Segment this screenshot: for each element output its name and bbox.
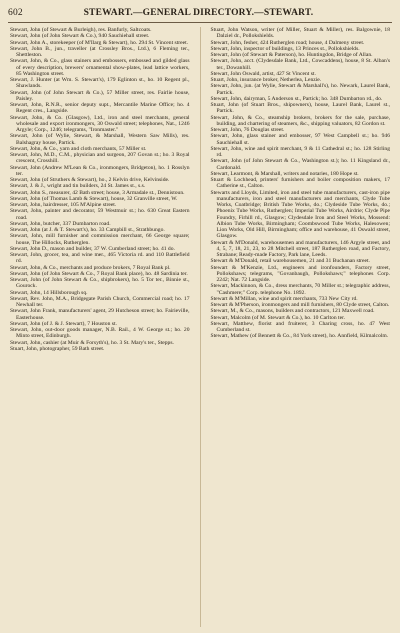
directory-entry: Stuart, John, photographer, 59 Bath street. (10, 345, 105, 352)
directory-entry: Stewart, Rev. John, M.A., Bridgegate Parish Church, Commercial road; ho. 17 Newhall ter. (10, 295, 190, 308)
right-column (211, 27, 391, 627)
directory-entry: Stewart, John, & Co., yarn and cloth merchants, 57 Miller st. (10, 145, 147, 152)
directory-entry: Stewart, John Oswald, artist, 427 St Vincent st. (210, 70, 316, 77)
directory-entry: Stewart & M'Pherson, ironmongers and mill furnishers, 80 Clyde street, Calton. (210, 302, 390, 308)
directory-entry: Stewart, John, M.D., C.M., physician and surgeon, 207 Govan st.; ho. 3 Royal crescent, Crosshill. (10, 152, 190, 165)
directory-entry: Stewart, John, butcher, 337 Dumbarton road. (10, 220, 111, 227)
directory-entry: Stewart, John, & Co., merchants and produce brokers, 7 Royal Bank pl. (10, 264, 171, 271)
directory-entry: Stewart, J. Hunter (at Wm. S. Stewart's), 179 Eglinton st., ho. 10 Regent pl., Shawlands. (10, 77, 190, 90)
directory-columns (10, 27, 390, 627)
directory-entry: Stewart, John D., mason and builder, 37 W. Cumberland street; ho. 41 do. (10, 245, 175, 252)
directory-entry: Stewart, John S., measurer, 42 Bath street; house, 3 Armadale st., Dennistoun. (10, 189, 185, 196)
directory-entry: Stewart, John B., jun., traveller (at Crossley Bros., Ltd.), 6 Fleming ter., Shettleston. (10, 45, 190, 58)
directory-entry: Stewart, John, & Co. (Glasgow), Ltd., iron and steel merchants, general wholesale and export ironmongers, 30 Oswald street; telephones, Nat., 1246 Argyle; Corp., 1246; telegrams, "Ironmaster." (10, 114, 190, 133)
directory-entry: Stewart, John (of John Stewart & Co., 7 Royal Bank place), ho. 48 Sardinia ter. (10, 270, 188, 277)
directory-entry: Stewart, John, R.N.R., senior deputy supt., Mercantile Marine Office; ho. 4 Regent cres., Langside. (10, 102, 190, 115)
directory-entry: Stewart, John (of J. & J. Stewart), 7 Houston st. (10, 320, 117, 327)
directory-entry: Stuart, John (of Stuart Bros., shipowners), house, Laurel Bank, Laurel st., Partick. (210, 102, 390, 115)
directory-entry: Stewart, John (of Stewart & Burleigh), res. Banfurly, Saltcoats. (10, 27, 152, 33)
directory-entry: Stewart, John (of John Stewart & Co., shipbrokers), ho. 5 Tor ter., Binnie st., Gourock. (10, 277, 190, 290)
directory-entry: Stuart & Lochhead, printers' furnishers and boiler composition makers, 17 Catherine st., Calton. (210, 177, 390, 190)
directory-entry: Stewart, John, & Co., steamship brokers, brokers for the sale, purchase, building, and chartering of steamers, &c., shipping valuators, 82 Gordon st. (210, 114, 390, 127)
directory-entry: Stewart, John, painter and decorator, 59 Westmuir st.; ho. 630 Great Eastern road. (10, 208, 190, 221)
directory-entry: Stewart, John, inspector of buildings, 13 Princes st., Pollokshields. (210, 45, 360, 52)
directory-entry: Stewart, John, hairdresser, 105 M'Alpine street. (10, 202, 117, 208)
directory-entry: Stewart, John (of Stewart & Paterson), ho. Huntingdon, Bridge of Allan. (210, 52, 373, 58)
directory-entry: Stewart, Malcolm (of M. Stewart & Co.), ho. 10 Carlton ter. (210, 314, 346, 321)
directory-entry: Stewart & M'Kenzie, Ltd., engineers and ironfounders, Factory street, Pollokshaws; telegrams, "Govanbaugh, Pollokshaws;" telephones Corp. 2242; Nat. 72 Langside. (210, 264, 390, 283)
directory-entry: Stewart, John, acct. (Clydesdale Bank, Ltd., Cowcaddens), house, 8 St. Alban's ter., Dowanhill. (210, 58, 390, 71)
directory-entry: Stewart, John, mill furnisher and commission merchant, 66 George square; house, The Hillocks, Rutherglen. (10, 233, 190, 246)
directory-entry: Stewart, John (Andrew M'Lean & Co., ironmongers, Bridgeton), ho. 1 Rosslyn ter. (10, 164, 190, 177)
directory-entry: Stewart, John (at J. & T. Stewart's), ho. 33 Campbill st., Strathbungo. (10, 227, 165, 233)
directory-entry: Stewart, J. & J., wright and tin builders, 24 St. James st., s.s. (10, 183, 146, 190)
left-column (10, 27, 190, 627)
page-number: 602 (8, 8, 23, 18)
column-divider (200, 27, 201, 627)
directory-entry: Stewart, John (of Struthers & Stewart), ho., 2 Kelvin drive, Kelvinside. (10, 177, 170, 183)
directory-entry: Stewart, Learmont, & Marshall, writers and notaries, 180 Hope st. (210, 170, 359, 177)
directory-entry: Stewart, John, wine and spirit merchant, 9 & 11 Cathedral st.; ho. 128 Stirling rd. (210, 145, 390, 158)
directory-entry: Stewart, M., & Co., masons, builders and contractors, 121 Maxwell road. (210, 308, 375, 315)
directory-entry: Stewart, John, fesher, 424 Rutherglen road; house, 4 Dalmeny street. (210, 39, 365, 46)
directory-entry: Stewart, John, & Co., glass stainers and embossers, embossed and gilded glass of every description, brewers' ornamental show-plates, lead lattice workers, 85 Washington street. (10, 58, 190, 77)
directory-entry: Stuart, John, insurance broker, Netherlea, Lenzie. (210, 77, 322, 83)
directory-entry: Stewart, John (of John Stewart & Co.), 940 Sauchiehall street. (10, 33, 150, 40)
directory-entry: Stewart, John A., storekeeper (of M'Ilarg & Stewart), ho. 294 St. Vincent street. (10, 39, 189, 46)
directory-entry: Stewart, John, cashier (at Muir & Forsyth's), ho. 3 St. Mary's ter., Stepps. (10, 339, 174, 346)
directory-entry: Stuart, John Watson, writer (of Miller, Stuart & Miller), res. Balgownie, 18 Dalziel dr., Pollokshields. (210, 27, 390, 40)
directory-entry: Stewart, John (of John Stewart & Co., Washington st.); ho. 11 Kingsland dr., Cardonald. (210, 158, 390, 171)
directory-entry: Stewart, John, glass stainer and embosser, 97 West Campbell st.; ho. 946 Sauchiehall st. (210, 133, 390, 146)
directory-entry: Stewart, John Frank, manufacturers' agent, 29 Hutcheson street; ho. Fairieville, Easterhouse. (10, 308, 190, 321)
directory-entry: Stewart & M'Donald, retail warehousemen, 21 and 31 Buchanan street. (210, 258, 370, 265)
directory-entry: Stewart, John, jun. (at Wylie, Stewart & Marshall's), ho. Newark, Laurel Bank, Partick. (210, 83, 390, 96)
running-title: STEWART.—GENERAL DIRECTORY.—STEWART. (83, 8, 314, 18)
directory-entry: Stewart, John (of Thomas Lamb & Stewart), house, 32 Granville street, W. (10, 195, 178, 202)
directory-entry: Stewart, John, 76 Douglas street. (210, 127, 285, 133)
directory-entry: Stewart, John, dairyman, 5 Anderson st., Partick; ho. 348 Dumbarton rd., do. (210, 95, 383, 102)
directory-entry: Stewart, Mathew (of Bennett & Co., 84 York street), ho. Annfield, Kilmalcolm. (210, 333, 389, 340)
directory-entry: Stewart & M'Millan, wine and spirit merchants, 733 New City rd. (210, 295, 358, 302)
directory-entry: Stewart, John, grocer, tea, and wine mer., 465 Victoria rd. and 110 Battlefield rd. (10, 252, 190, 265)
directory-entry: Stewart, Matthew, florist and fruiterer, 3 Charing cross, ho. 47 West Cumberland st. (210, 320, 390, 333)
directory-entry: Stewarts and Lloyds, Limited, iron and steel tube manufacturers, cast-iron pipe manufacturers, iron and steel manufacturers and merchants, Clyde Tube Works, Coatbridge; British Tube Works, do.; Clydeside Tube Works, do.; Phoenix Tube Works, Rutherglen; Imperial Tube Works, Airdrie; Clyde Pipe Foundry, Firhill rd., Glasgow; Clydesdale Iron and Steel Works, Mossend: Albion Tube Works, Birmingham; Coombswood Tube Works, Halesowen; Lion Works, Old Hill, Birmingham; office and warehouse, 41 Oswald street, Glasgow. (210, 189, 390, 240)
directory-entry: Stewart, John, 14 Hillsborough sq. (10, 289, 88, 296)
directory-entry: Stewart, John (of John Stewart & Co.), 57 Miller street, res. Fairlie house, Paisley. (10, 89, 190, 102)
directory-entry: Stewart, John, out-door goods manager, N.B. Rail., 4 W. George st.; ho. 20 Minto street, Edinburgh. (10, 327, 190, 340)
directory-entry: Stewart, John (of Wylie, Stewart, & Marshall, Western Saw Mills), res. Balshagray house, Partick. (10, 133, 190, 146)
header-rule (8, 22, 392, 23)
directory-entry: Stewart & M'Donald, warehousemen and manufacturers, 146 Argyle street, and 4, 5, 7, 18, 21, 23, to 28 Mitchell street, 187 Rutherglen road, and Factory, Strabane; Ready-made Factory, Park lane, Leeds. (210, 239, 390, 258)
directory-entry: Stewart, Mackinnon, & Co., dress merchants, 70 Miller st.; telegraphic address, "Cashmere;" Corp. telephone No. 1892. (210, 283, 390, 296)
